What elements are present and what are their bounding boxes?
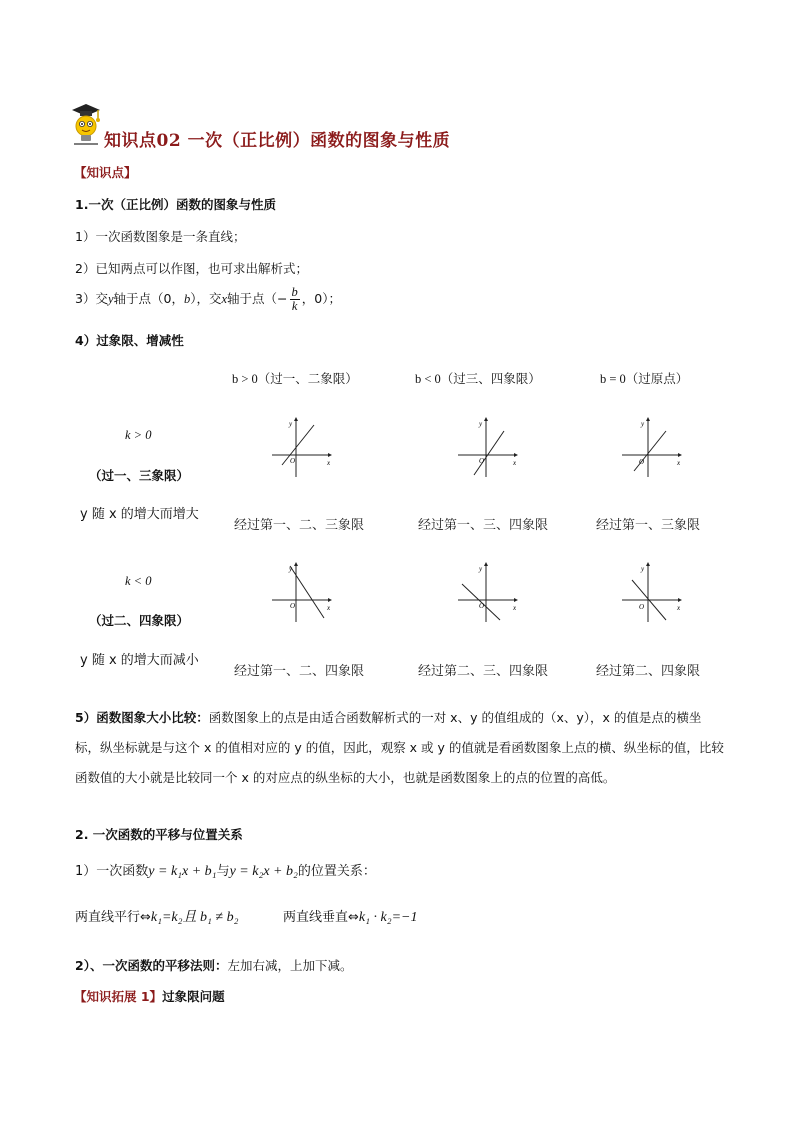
item5-paragraph [75, 703, 725, 793]
origin-label: O [479, 457, 485, 465]
caption-r1c2: 经过第一、三、四象限 [418, 518, 549, 533]
sec2-heading: 2. 一次函数的平移与位置关系 [75, 827, 243, 842]
sec2-item2: 2）、一次函数的平移法则：左加右减，上加下减。 [75, 958, 353, 973]
scholar-bulb-mascot-icon [68, 102, 104, 148]
parallel-condition: 两直线平行⇔k₁=k₂且 b₁ ≠ b₂ [75, 910, 239, 925]
item5-label: 5）函数图象大小比较： [75, 710, 209, 725]
origin-label: O [290, 457, 296, 465]
row1-condition: k > 0 [125, 428, 152, 442]
col-header-b-zero: b = 0（过原点） [600, 372, 689, 386]
equation-2: y = k₂x + b₂ [229, 864, 298, 879]
row1-trend: y 随 x 的增大而增大 [80, 507, 199, 522]
row2-trend: y 随 x 的增大而减小 [80, 653, 199, 668]
sec2-item1: 1）一次函数y = k₁x + b₁与y = k₂x + b₂的位置关系： [75, 864, 376, 879]
caption-r1c1: 经过第一、二、三象限 [234, 518, 365, 533]
axis-x-label: x [677, 459, 681, 467]
axis-x-label: x [513, 459, 517, 467]
section-label: 【知识点】 [74, 165, 137, 180]
axis-y-label: y [289, 420, 293, 428]
item5-text: 函数图象上的点是由适合函数解析式的一对 x、y 的值组成的（x、y），x 的值是点的横坐标，纵坐标就是与这个 x 的值相对应的 y 的值，因此，观察 x 或 y 的值就是看函数图象上点的横、纵坐标的值，比较函数值的大小就是比较同一个 x 的对应点的纵坐标的大小，也就是函数图象上的点的位置的高低。 [75, 710, 724, 785]
sec1-item2: 2）已知两点可以作图，也可求出解析式； [75, 261, 308, 276]
graph-k-pos-b-neg [458, 417, 520, 477]
perpendicular-condition: 两直线垂直⇔k₁ · k₂=−1 [283, 910, 418, 925]
sec1-item3: 3）交y轴于点（0，b），交x轴于点（− $\frac{b}{k}$ ，0）； [75, 285, 341, 313]
origin-label: O [290, 602, 296, 610]
caption-r1c3: 经过第一、三象限 [596, 518, 701, 533]
col-header-b-positive: b > 0（过一、二象限） [232, 372, 358, 386]
origin-label: O [639, 603, 645, 611]
axis-y-label: y [641, 420, 645, 428]
axis-x-label: x [327, 604, 331, 612]
graph-k-neg-b-zero [622, 562, 684, 622]
caption-r2c3: 经过第二、四象限 [596, 664, 701, 679]
graph-k-neg-b-neg [458, 562, 520, 622]
axis-y-label: y [479, 565, 483, 573]
equation-1: y = k₁x + b₁ [148, 864, 217, 879]
extension-heading: 【知识拓展 1】过象限问题 [74, 989, 225, 1004]
sec1-item4: 4）过象限、增减性 [75, 333, 184, 348]
caption-r2c2: 经过第二、三、四象限 [418, 664, 549, 679]
axis-y-label: y [641, 565, 645, 573]
caption-r2c1: 经过第一、二、四象限 [234, 664, 365, 679]
row2-condition: k < 0 [125, 574, 152, 588]
intercept-fraction: $\frac{b}{k}$ [291, 285, 298, 313]
row2-quadrants: （过二、四象限） [89, 613, 190, 628]
axis-y-label: y [289, 565, 293, 573]
sec1-heading: 1.一次（正比例）函数的图象与性质 [75, 197, 276, 212]
axis-x-label: x [677, 604, 681, 612]
col-header-b-negative: b < 0（过三、四象限） [415, 372, 541, 386]
row1-quadrants: （过一、三象限） [89, 468, 190, 483]
page-title: 知识点02 一次（正比例）函数的图象与性质 [104, 131, 451, 151]
axis-x-label: x [327, 459, 331, 467]
graph-k-pos-b-zero [622, 417, 684, 477]
graph-k-neg-b-pos [272, 562, 334, 622]
axis-x-label: x [513, 604, 517, 612]
origin-label: O [639, 458, 645, 466]
sec1-item1: 1）一次函数图象是一条直线； [75, 229, 246, 244]
axis-y-label: y [479, 420, 483, 428]
graph-k-pos-b-pos [272, 417, 334, 477]
origin-label: O [479, 602, 485, 610]
